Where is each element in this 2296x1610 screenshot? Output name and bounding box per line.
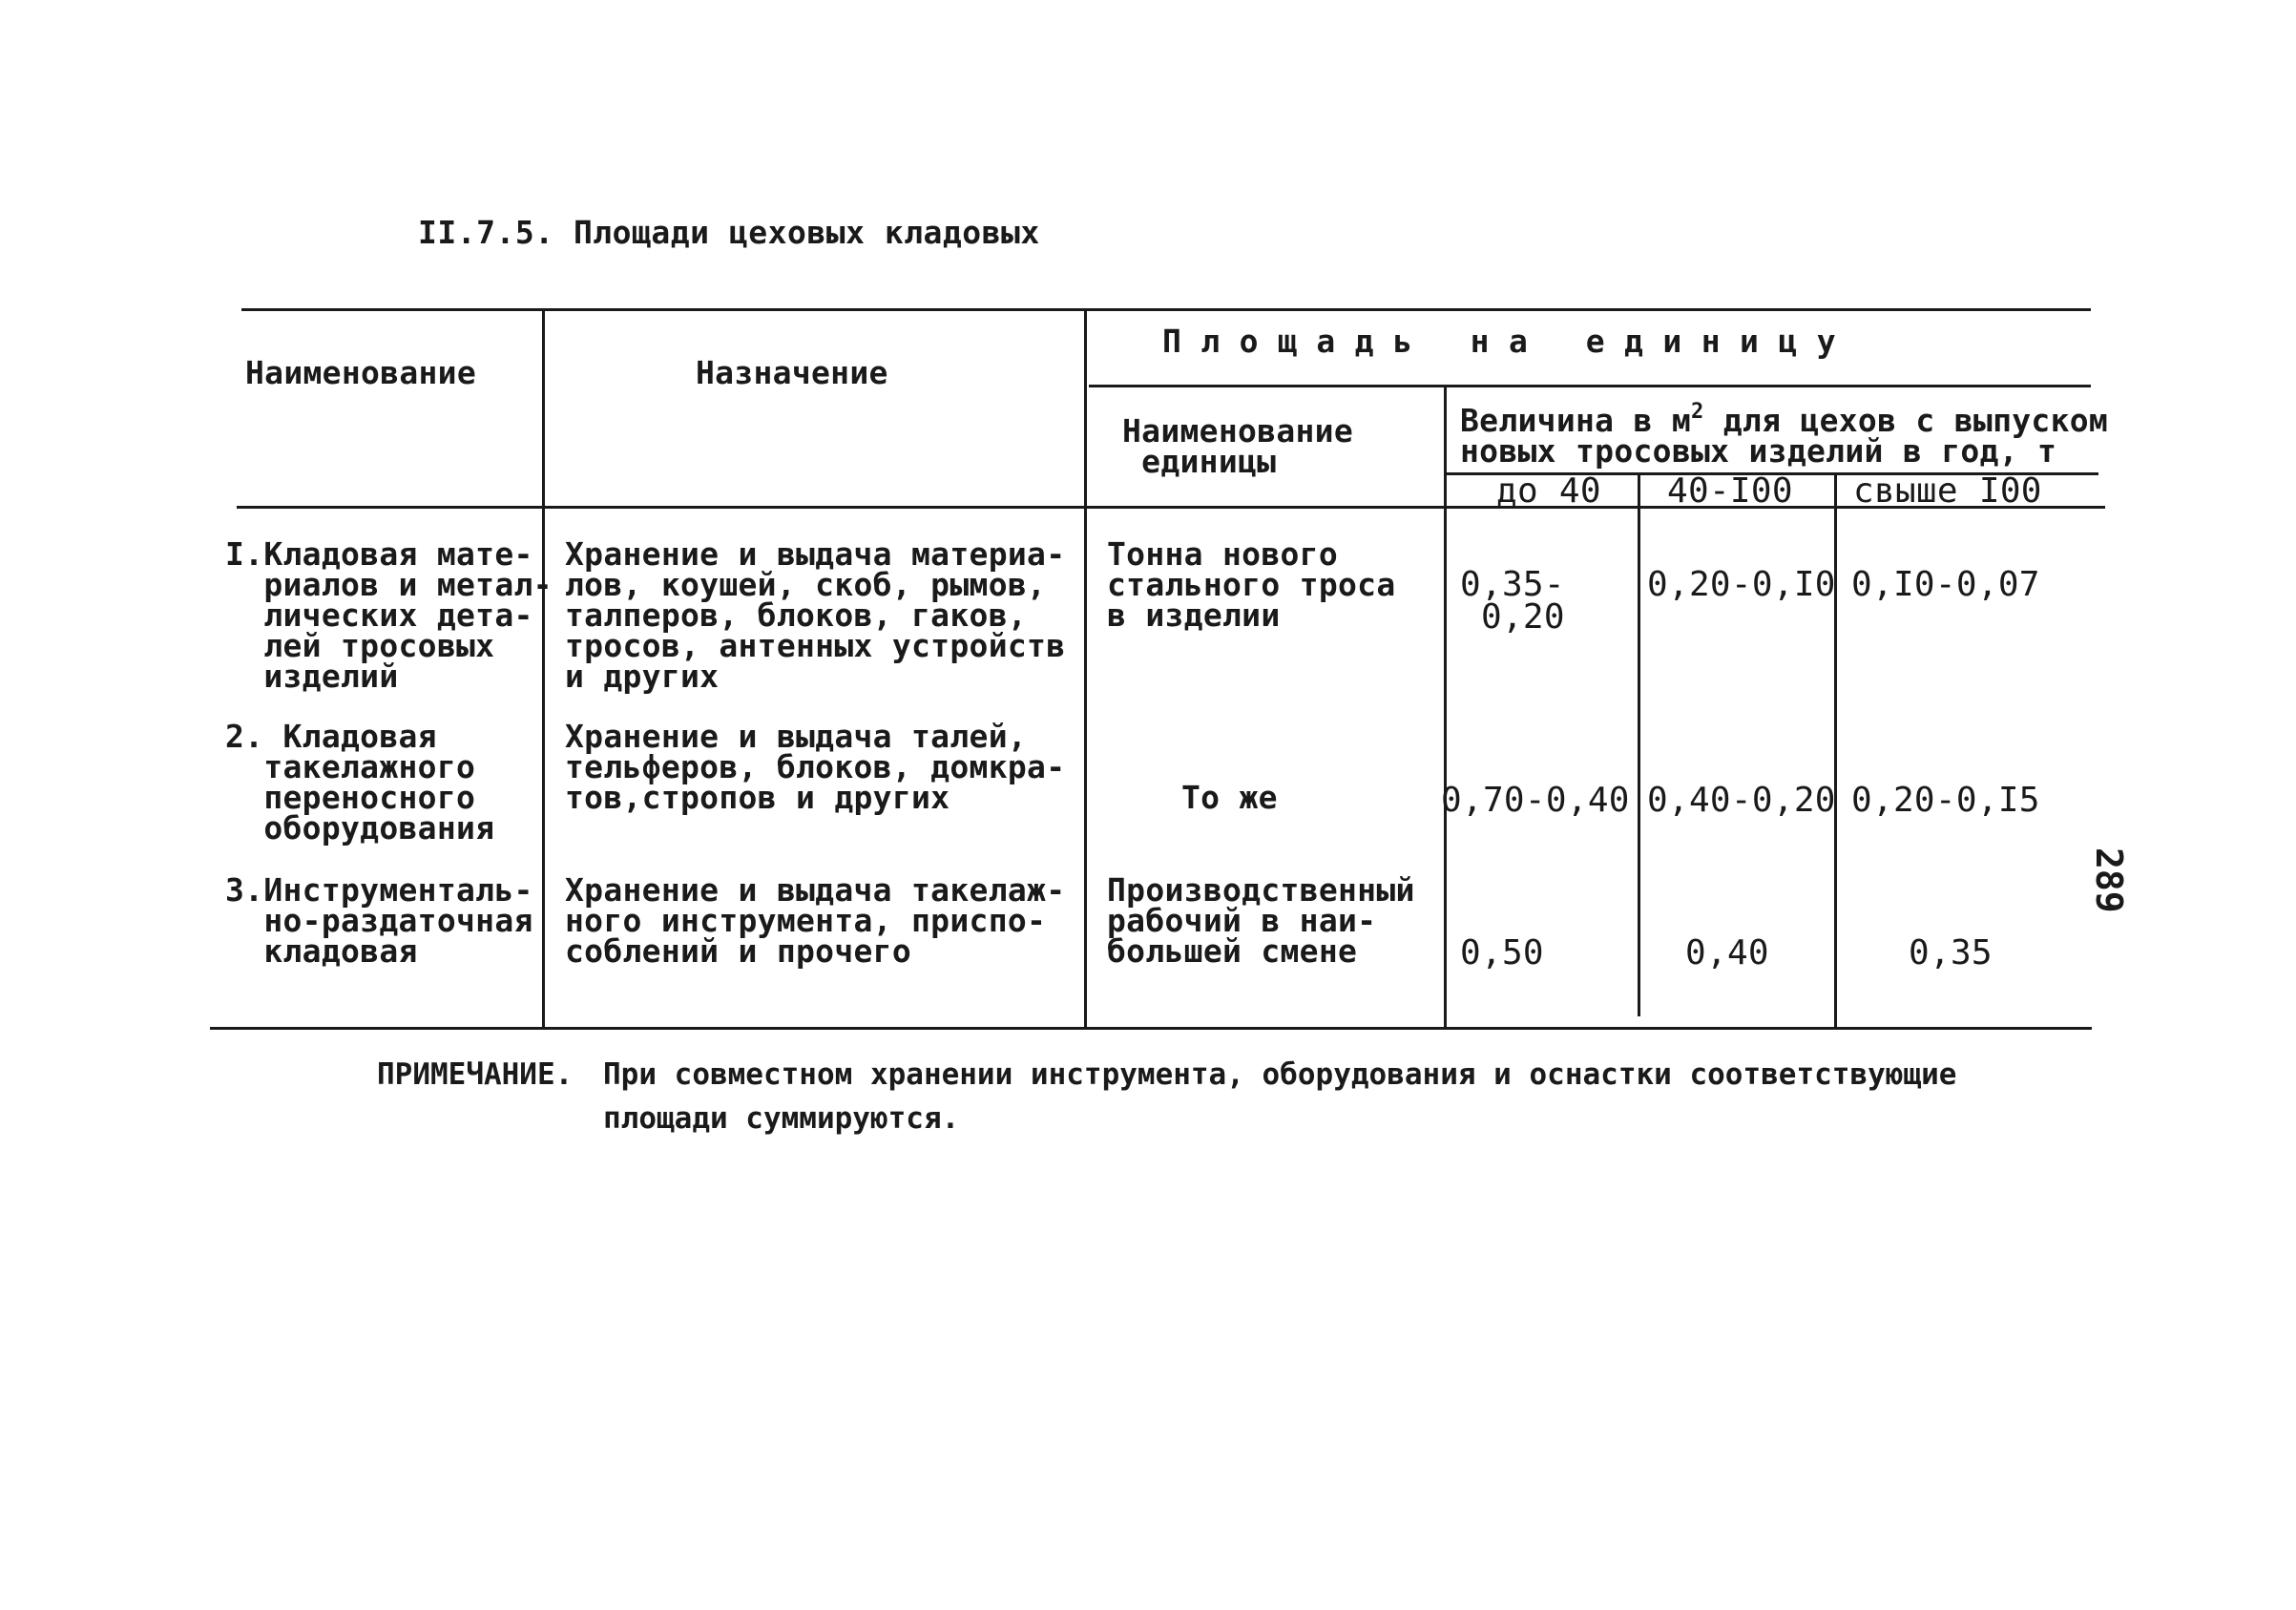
header-unit-name: Наименование единицы	[1122, 412, 1354, 480]
row-3-unit: Производственный рабочий в наи- большей смене	[1107, 871, 1415, 970]
row-3-purpose: Хранение и выдача такелаж- ного инструмента, приспо- соблений и прочего	[565, 871, 1066, 970]
header-bottom-rule	[237, 506, 2105, 509]
note-text-line-1: При совместном хранении инструмента, оборудования и оснастки соответствующие	[603, 1057, 1957, 1092]
header-value-suffix: для цехов с выпуском новых тросовых изделий в год, т	[1460, 402, 2109, 470]
col-divider-5	[1834, 472, 1837, 1027]
row-3-value-up-to-40: 0,50	[1460, 933, 1544, 972]
row-1-value-40-100: 0,20-0,I0	[1647, 565, 1836, 604]
row-3-value-40-100: 0,40	[1685, 933, 1769, 972]
row-2-name: 2. Кладовая такелажного переносного оборудования	[225, 718, 495, 847]
header-purpose: Назначение	[696, 354, 888, 391]
header-col-40-100: 40-I00	[1667, 471, 1793, 511]
row-1-name: I.Кладовая мате- риалов и метал- лических дета- лей тросовых изделий	[225, 535, 553, 695]
table-bottom-rule	[210, 1027, 2092, 1030]
row-1-value-up-to-40: 0,35- 0,20	[1460, 565, 1565, 637]
row-2-purpose: Хранение и выдача талей, тельферов, блоков, домкра- тов,стропов и других	[565, 718, 1066, 816]
row-3-value-over-100: 0,35	[1909, 933, 1993, 972]
header-value-sup: 2	[1691, 400, 1704, 424]
col-divider-3	[1444, 385, 1447, 1028]
table-top-rule	[241, 308, 2091, 311]
header-value	[1460, 397, 2109, 470]
page-number: 289	[2088, 847, 2130, 913]
row-1-value-over-100: 0,I0-0,07	[1851, 565, 2040, 604]
row-2-value-up-to-40: 0,70-0,40	[1441, 781, 1630, 820]
header-value-prefix: Величина в м	[1460, 402, 1692, 439]
row-1-purpose: Хранение и выдача материа- лов, коушей, скоб, рымов, талперов, блоков, гаков, тросов, антенных устройств и других	[565, 535, 1066, 695]
row-1-unit: Тонна нового стального троса в изделии	[1107, 535, 1396, 634]
row-2-unit: То же	[1181, 779, 1278, 816]
area-header-rule	[1089, 385, 2091, 387]
col-divider-4	[1638, 472, 1640, 1016]
row-2-value-over-100: 0,20-0,I5	[1851, 781, 2040, 820]
header-col-over-100: свыше I00	[1853, 471, 2042, 511]
section-title: II.7.5. Площади цеховых кладовых	[418, 214, 1040, 251]
header-name: Наименование	[245, 354, 477, 391]
header-area-per-unit: П л о щ а д ь н а е д и н и ц у	[1162, 323, 1836, 360]
note-text-line-2: площади суммируются.	[603, 1101, 960, 1136]
col-divider-2	[1084, 308, 1087, 1028]
note-label: ПРИМЕЧАНИЕ.	[377, 1057, 574, 1092]
header-col-up-to-40: до 40	[1496, 471, 1601, 511]
row-2-value-40-100: 0,40-0,20	[1647, 781, 1836, 820]
row-3-name: 3.Инструменталь- но-раздаточная кладовая	[225, 871, 533, 970]
